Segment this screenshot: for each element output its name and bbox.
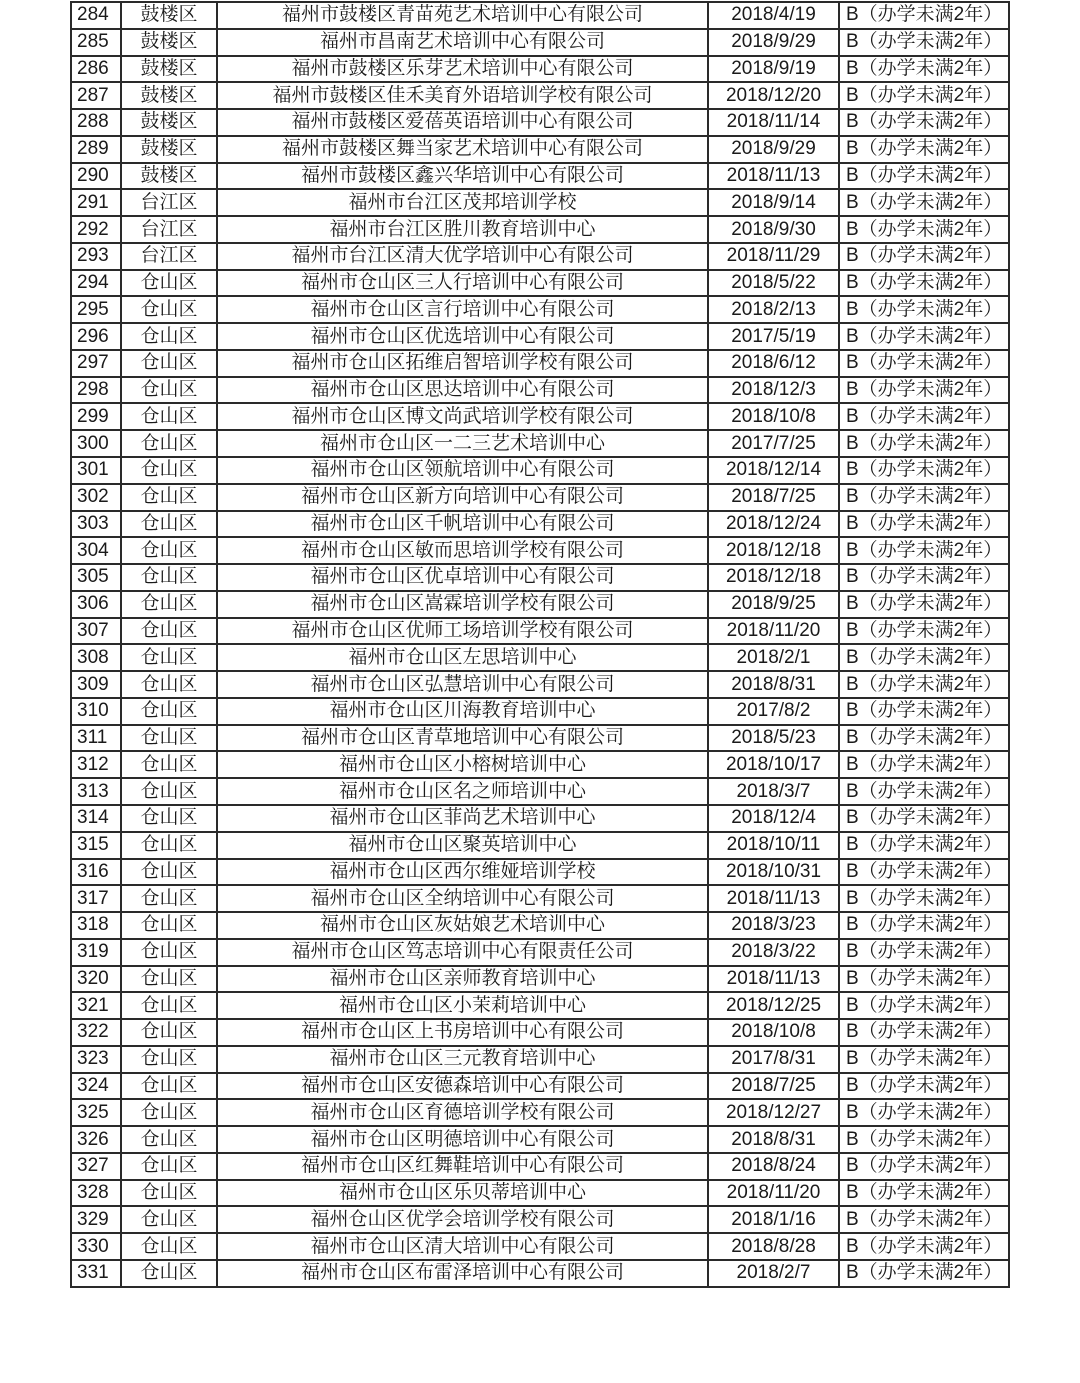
date-cell: 2017/8/2 <box>708 698 839 725</box>
status-cell: B（办学未满2年） <box>839 1019 1009 1046</box>
institution-name-cell: 福州市仓山区一二三艺术培训中心 <box>217 430 708 457</box>
status-cell: B（办学未满2年） <box>839 832 1009 859</box>
row-number: 316 <box>71 859 121 886</box>
date-cell: 2018/10/31 <box>708 859 839 886</box>
institution-name-cell: 福州市仓山区左思培训中心 <box>217 644 708 671</box>
table-row <box>71 912 1009 939</box>
district-cell: 仓山区 <box>121 725 217 752</box>
table-row <box>71 939 1009 966</box>
date-cell: 2018/3/22 <box>708 939 839 966</box>
row-number: 292 <box>71 216 121 243</box>
status-cell: B（办学未满2年） <box>839 29 1009 56</box>
status-cell: B（办学未满2年） <box>839 885 1009 912</box>
status-cell: B（办学未满2年） <box>839 136 1009 163</box>
table-row <box>71 644 1009 671</box>
institution-name-cell: 福州市仓山区西尔维娅培训学校 <box>217 859 708 886</box>
district-cell: 仓山区 <box>121 484 217 511</box>
status-cell: B（办学未满2年） <box>839 1126 1009 1153</box>
institution-name-cell: 福州市仓山区新方向培训中心有限公司 <box>217 484 708 511</box>
table-row <box>71 457 1009 484</box>
institution-name-cell: 福州市仓山区小茉莉培训中心 <box>217 992 708 1019</box>
date-cell: 2018/3/23 <box>708 912 839 939</box>
institution-name-cell: 福州市鼓楼区爱蓓英语培训中心有限公司 <box>217 109 708 136</box>
institution-name-cell: 福州市仓山区拓维启智培训学校有限公司 <box>217 350 708 377</box>
date-cell: 2018/9/14 <box>708 189 839 216</box>
district-cell: 鼓楼区 <box>121 136 217 163</box>
date-cell: 2018/12/4 <box>708 805 839 832</box>
row-number: 312 <box>71 751 121 778</box>
status-cell: B（办学未满2年） <box>839 751 1009 778</box>
status-cell: B（办学未满2年） <box>839 859 1009 886</box>
district-cell: 鼓楼区 <box>121 56 217 83</box>
date-cell: 2018/2/7 <box>708 1260 839 1287</box>
status-cell: B（办学未满2年） <box>839 671 1009 698</box>
table-row <box>71 270 1009 297</box>
district-cell: 仓山区 <box>121 992 217 1019</box>
status-cell: B（办学未满2年） <box>839 377 1009 404</box>
district-cell: 仓山区 <box>121 966 217 993</box>
district-cell: 仓山区 <box>121 403 217 430</box>
row-number: 307 <box>71 618 121 645</box>
status-cell: B（办学未满2年） <box>839 618 1009 645</box>
district-cell: 鼓楼区 <box>121 29 217 56</box>
table-row <box>71 725 1009 752</box>
table-row <box>71 885 1009 912</box>
date-cell: 2018/11/20 <box>708 1180 839 1207</box>
institution-name-cell: 福州市仓山区名之师培训中心 <box>217 778 708 805</box>
table-row <box>71 56 1009 83</box>
district-cell: 仓山区 <box>121 323 217 350</box>
table-row <box>71 82 1009 109</box>
institution-name-cell: 福州市仓山区全纳培训中心有限公司 <box>217 885 708 912</box>
status-cell: B（办学未满2年） <box>839 1153 1009 1180</box>
district-cell: 台江区 <box>121 216 217 243</box>
table-row <box>71 1073 1009 1100</box>
status-cell: B（办学未满2年） <box>839 189 1009 216</box>
date-cell: 2018/9/25 <box>708 591 839 618</box>
status-cell: B（办学未满2年） <box>839 1099 1009 1126</box>
date-cell: 2018/10/8 <box>708 403 839 430</box>
institution-name-cell: 福州市鼓楼区舞当家艺术培训中心有限公司 <box>217 136 708 163</box>
district-cell: 仓山区 <box>121 457 217 484</box>
district-cell: 仓山区 <box>121 1180 217 1207</box>
row-number: 295 <box>71 296 121 323</box>
district-cell: 仓山区 <box>121 1099 217 1126</box>
status-cell: B（办学未满2年） <box>839 805 1009 832</box>
table-row <box>71 323 1009 350</box>
institution-name-cell: 福州市鼓楼区佳禾美育外语培训学校有限公司 <box>217 82 708 109</box>
institution-name-cell: 福州市仓山区灰姑娘艺术培训中心 <box>217 912 708 939</box>
status-cell: B（办学未满2年） <box>839 82 1009 109</box>
status-cell: B（办学未满2年） <box>839 270 1009 297</box>
district-cell: 仓山区 <box>121 537 217 564</box>
district-cell: 仓山区 <box>121 1126 217 1153</box>
district-cell: 仓山区 <box>121 1233 217 1260</box>
district-cell: 仓山区 <box>121 832 217 859</box>
table-row <box>71 832 1009 859</box>
row-number: 298 <box>71 377 121 404</box>
row-number: 291 <box>71 189 121 216</box>
institution-name-cell: 福州市仓山区三元教育培训中心 <box>217 1046 708 1073</box>
row-number: 310 <box>71 698 121 725</box>
table-row <box>71 805 1009 832</box>
district-cell: 仓山区 <box>121 939 217 966</box>
district-cell: 仓山区 <box>121 377 217 404</box>
status-cell: B（办学未满2年） <box>839 591 1009 618</box>
table-row <box>71 1019 1009 1046</box>
row-number: 289 <box>71 136 121 163</box>
institution-name-cell: 福州市仓山区敏而思培训学校有限公司 <box>217 537 708 564</box>
institution-name-cell: 福州市台江区胜川教育培训中心 <box>217 216 708 243</box>
table-row <box>71 1153 1009 1180</box>
row-number: 318 <box>71 912 121 939</box>
district-cell: 仓山区 <box>121 751 217 778</box>
status-cell: B（办学未满2年） <box>839 912 1009 939</box>
table-row <box>71 350 1009 377</box>
institution-name-cell: 福州仓山区优学会培训学校有限公司 <box>217 1206 708 1233</box>
date-cell: 2018/8/24 <box>708 1153 839 1180</box>
row-number: 313 <box>71 778 121 805</box>
institution-name-cell: 福州市仓山区青草地培训中心有限公司 <box>217 725 708 752</box>
row-number: 329 <box>71 1206 121 1233</box>
date-cell: 2018/9/29 <box>708 136 839 163</box>
row-number: 288 <box>71 109 121 136</box>
status-cell: B（办学未满2年） <box>839 1073 1009 1100</box>
row-number: 306 <box>71 591 121 618</box>
row-number: 323 <box>71 1046 121 1073</box>
institution-name-cell: 福州市仓山区布雷泽培训中心有限公司 <box>217 1260 708 1287</box>
status-cell: B（办学未满2年） <box>839 430 1009 457</box>
district-cell: 仓山区 <box>121 1046 217 1073</box>
row-number: 331 <box>71 1260 121 1287</box>
table-row <box>71 403 1009 430</box>
date-cell: 2018/8/28 <box>708 1233 839 1260</box>
institution-name-cell: 福州市仓山区弘慧培训中心有限公司 <box>217 671 708 698</box>
district-cell: 仓山区 <box>121 1260 217 1287</box>
row-number: 284 <box>71 2 121 29</box>
table-row <box>71 618 1009 645</box>
row-number: 293 <box>71 243 121 270</box>
table-row <box>71 243 1009 270</box>
district-cell: 仓山区 <box>121 564 217 591</box>
institution-name-cell: 福州市仓山区乐贝蒂培训中心 <box>217 1180 708 1207</box>
status-cell: B（办学未满2年） <box>839 511 1009 538</box>
status-cell: B（办学未满2年） <box>839 403 1009 430</box>
table-row <box>71 1046 1009 1073</box>
district-cell: 鼓楼区 <box>121 2 217 29</box>
table-row <box>71 484 1009 511</box>
table-row <box>71 1099 1009 1126</box>
status-cell: B（办学未满2年） <box>839 725 1009 752</box>
row-number: 302 <box>71 484 121 511</box>
row-number: 305 <box>71 564 121 591</box>
row-number: 308 <box>71 644 121 671</box>
date-cell: 2018/5/23 <box>708 725 839 752</box>
row-number: 301 <box>71 457 121 484</box>
date-cell: 2018/12/25 <box>708 992 839 1019</box>
date-cell: 2018/11/20 <box>708 618 839 645</box>
row-number: 322 <box>71 1019 121 1046</box>
institution-name-cell: 福州市仓山区育德培训学校有限公司 <box>217 1099 708 1126</box>
table-row <box>71 992 1009 1019</box>
date-cell: 2018/12/18 <box>708 537 839 564</box>
date-cell: 2018/10/17 <box>708 751 839 778</box>
status-cell: B（办学未满2年） <box>839 350 1009 377</box>
row-number: 296 <box>71 323 121 350</box>
table-row <box>71 511 1009 538</box>
table-row <box>71 966 1009 993</box>
date-cell: 2018/9/19 <box>708 56 839 83</box>
row-number: 328 <box>71 1180 121 1207</box>
institution-name-cell: 福州市仓山区优师工场培训学校有限公司 <box>217 618 708 645</box>
status-cell: B（办学未满2年） <box>839 564 1009 591</box>
date-cell: 2018/9/30 <box>708 216 839 243</box>
date-cell: 2018/11/13 <box>708 966 839 993</box>
status-cell: B（办学未满2年） <box>839 484 1009 511</box>
district-cell: 仓山区 <box>121 1019 217 1046</box>
institution-name-cell: 福州市仓山区言行培训中心有限公司 <box>217 296 708 323</box>
table-row <box>71 163 1009 190</box>
date-cell: 2018/11/13 <box>708 163 839 190</box>
institution-name-cell: 福州市仓山区川海教育培训中心 <box>217 698 708 725</box>
institution-name-cell: 福州市仓山区博文尚武培训学校有限公司 <box>217 403 708 430</box>
institution-name-cell: 福州市仓山区小榕树培训中心 <box>217 751 708 778</box>
district-cell: 仓山区 <box>121 430 217 457</box>
status-cell: B（办学未满2年） <box>839 457 1009 484</box>
district-cell: 仓山区 <box>121 1073 217 1100</box>
status-cell: B（办学未满2年） <box>839 992 1009 1019</box>
institution-name-cell: 福州市仓山区笃志培训中心有限责任公司 <box>217 939 708 966</box>
status-cell: B（办学未满2年） <box>839 1260 1009 1287</box>
row-number: 290 <box>71 163 121 190</box>
institution-name-cell: 福州市仓山区清大培训中心有限公司 <box>217 1233 708 1260</box>
row-number: 311 <box>71 725 121 752</box>
date-cell: 2018/12/3 <box>708 377 839 404</box>
district-cell: 台江区 <box>121 243 217 270</box>
institution-name-cell: 福州市仓山区领航培训中心有限公司 <box>217 457 708 484</box>
institution-name-cell: 福州市仓山区思达培训中心有限公司 <box>217 377 708 404</box>
table-row <box>71 136 1009 163</box>
row-number: 314 <box>71 805 121 832</box>
row-number: 321 <box>71 992 121 1019</box>
table-row <box>71 189 1009 216</box>
row-number: 303 <box>71 511 121 538</box>
institution-name-cell: 福州市仓山区亲师教育培训中心 <box>217 966 708 993</box>
status-cell: B（办学未满2年） <box>839 109 1009 136</box>
institution-name-cell: 福州市仓山区优选培训中心有限公司 <box>217 323 708 350</box>
district-cell: 仓山区 <box>121 912 217 939</box>
date-cell: 2018/11/14 <box>708 109 839 136</box>
table-row <box>71 1206 1009 1233</box>
date-cell: 2018/11/13 <box>708 885 839 912</box>
table-row <box>71 377 1009 404</box>
date-cell: 2018/5/22 <box>708 270 839 297</box>
status-cell: B（办学未满2年） <box>839 966 1009 993</box>
institution-name-cell: 福州市仓山区三人行培训中心有限公司 <box>217 270 708 297</box>
row-number: 325 <box>71 1099 121 1126</box>
date-cell: 2017/8/31 <box>708 1046 839 1073</box>
table-row <box>71 751 1009 778</box>
row-number: 304 <box>71 537 121 564</box>
date-cell: 2018/12/20 <box>708 82 839 109</box>
district-cell: 仓山区 <box>121 270 217 297</box>
row-number: 287 <box>71 82 121 109</box>
table-row <box>71 2 1009 29</box>
status-cell: B（办学未满2年） <box>839 56 1009 83</box>
table-row <box>71 1233 1009 1260</box>
date-cell: 2018/12/18 <box>708 564 839 591</box>
institution-name-cell: 福州市仓山区菲尚艺术培训中心 <box>217 805 708 832</box>
date-cell: 2018/7/25 <box>708 484 839 511</box>
district-cell: 仓山区 <box>121 778 217 805</box>
status-cell: B（办学未满2年） <box>839 296 1009 323</box>
status-cell: B（办学未满2年） <box>839 243 1009 270</box>
institution-name-cell: 福州市台江区茂邦培训学校 <box>217 189 708 216</box>
table-row <box>71 1260 1009 1287</box>
table-row <box>71 537 1009 564</box>
institution-name-cell: 福州市仓山区红舞鞋培训中心有限公司 <box>217 1153 708 1180</box>
status-cell: B（办学未满2年） <box>839 537 1009 564</box>
date-cell: 2018/8/31 <box>708 1126 839 1153</box>
district-cell: 仓山区 <box>121 885 217 912</box>
row-number: 317 <box>71 885 121 912</box>
date-cell: 2018/12/27 <box>708 1099 839 1126</box>
row-number: 320 <box>71 966 121 993</box>
district-cell: 鼓楼区 <box>121 109 217 136</box>
date-cell: 2018/3/7 <box>708 778 839 805</box>
table-row <box>71 591 1009 618</box>
table-row <box>71 671 1009 698</box>
date-cell: 2018/7/25 <box>708 1073 839 1100</box>
institution-name-cell: 福州市仓山区上书房培训中心有限公司 <box>217 1019 708 1046</box>
row-number: 327 <box>71 1153 121 1180</box>
row-number: 319 <box>71 939 121 966</box>
row-number: 326 <box>71 1126 121 1153</box>
institution-name-cell: 福州市鼓楼区鑫兴华培训中心有限公司 <box>217 163 708 190</box>
district-cell: 仓山区 <box>121 644 217 671</box>
district-cell: 台江区 <box>121 189 217 216</box>
status-cell: B（办学未满2年） <box>839 163 1009 190</box>
institution-name-cell: 福州市仓山区聚英培训中心 <box>217 832 708 859</box>
status-cell: B（办学未满2年） <box>839 1180 1009 1207</box>
district-cell: 仓山区 <box>121 698 217 725</box>
table-row <box>71 698 1009 725</box>
institution-name-cell: 福州市仓山区千帆培训中心有限公司 <box>217 511 708 538</box>
date-cell: 2018/11/29 <box>708 243 839 270</box>
table-row <box>71 1180 1009 1207</box>
district-cell: 仓山区 <box>121 350 217 377</box>
district-cell: 仓山区 <box>121 1206 217 1233</box>
status-cell: B（办学未满2年） <box>839 323 1009 350</box>
date-cell: 2018/8/31 <box>708 671 839 698</box>
date-cell: 2018/2/13 <box>708 296 839 323</box>
row-number: 330 <box>71 1233 121 1260</box>
district-cell: 仓山区 <box>121 511 217 538</box>
district-cell: 仓山区 <box>121 618 217 645</box>
district-cell: 仓山区 <box>121 859 217 886</box>
date-cell: 2017/5/19 <box>708 323 839 350</box>
date-cell: 2018/9/29 <box>708 29 839 56</box>
date-cell: 2018/10/11 <box>708 832 839 859</box>
row-number: 300 <box>71 430 121 457</box>
table-row <box>71 430 1009 457</box>
institution-name-cell: 福州市昌南艺术培训中心有限公司 <box>217 29 708 56</box>
institution-name-cell: 福州市仓山区优卓培训中心有限公司 <box>217 564 708 591</box>
status-cell: B（办学未满2年） <box>839 1233 1009 1260</box>
table-row <box>71 1126 1009 1153</box>
row-number: 294 <box>71 270 121 297</box>
row-number: 309 <box>71 671 121 698</box>
status-cell: B（办学未满2年） <box>839 1206 1009 1233</box>
date-cell: 2018/6/12 <box>708 350 839 377</box>
row-number: 285 <box>71 29 121 56</box>
institution-name-cell: 福州市仓山区嵩霖培训学校有限公司 <box>217 591 708 618</box>
institution-name-cell: 福州市鼓楼区乐芽艺术培训中心有限公司 <box>217 56 708 83</box>
table-row <box>71 109 1009 136</box>
institution-name-cell: 福州市台江区清大优学培训中心有限公司 <box>217 243 708 270</box>
row-number: 315 <box>71 832 121 859</box>
table-body <box>71 2 1009 1287</box>
institution-name-cell: 福州市仓山区安德森培训中心有限公司 <box>217 1073 708 1100</box>
table-row <box>71 216 1009 243</box>
status-cell: B（办学未满2年） <box>839 939 1009 966</box>
status-cell: B（办学未满2年） <box>839 216 1009 243</box>
status-cell: B（办学未满2年） <box>839 1046 1009 1073</box>
row-number: 297 <box>71 350 121 377</box>
district-cell: 鼓楼区 <box>121 82 217 109</box>
row-number: 299 <box>71 403 121 430</box>
district-cell: 仓山区 <box>121 1153 217 1180</box>
status-cell: B（办学未满2年） <box>839 698 1009 725</box>
date-cell: 2018/12/24 <box>708 511 839 538</box>
date-cell: 2018/1/16 <box>708 1206 839 1233</box>
date-cell: 2018/2/1 <box>708 644 839 671</box>
table-row <box>71 296 1009 323</box>
institution-table <box>70 1 1010 1288</box>
status-cell: B（办学未满2年） <box>839 644 1009 671</box>
table-row <box>71 29 1009 56</box>
table-row <box>71 564 1009 591</box>
district-cell: 仓山区 <box>121 591 217 618</box>
status-cell: B（办学未满2年） <box>839 2 1009 29</box>
district-cell: 鼓楼区 <box>121 163 217 190</box>
date-cell: 2018/4/19 <box>708 2 839 29</box>
status-cell: B（办学未满2年） <box>839 778 1009 805</box>
district-cell: 仓山区 <box>121 805 217 832</box>
institution-name-cell: 福州市仓山区明德培训中心有限公司 <box>217 1126 708 1153</box>
table-row <box>71 778 1009 805</box>
row-number: 286 <box>71 56 121 83</box>
district-cell: 仓山区 <box>121 671 217 698</box>
table-row <box>71 859 1009 886</box>
date-cell: 2017/7/25 <box>708 430 839 457</box>
date-cell: 2018/10/8 <box>708 1019 839 1046</box>
row-number: 324 <box>71 1073 121 1100</box>
institution-name-cell: 福州市鼓楼区青苗苑艺术培训中心有限公司 <box>217 2 708 29</box>
date-cell: 2018/12/14 <box>708 457 839 484</box>
district-cell: 仓山区 <box>121 296 217 323</box>
